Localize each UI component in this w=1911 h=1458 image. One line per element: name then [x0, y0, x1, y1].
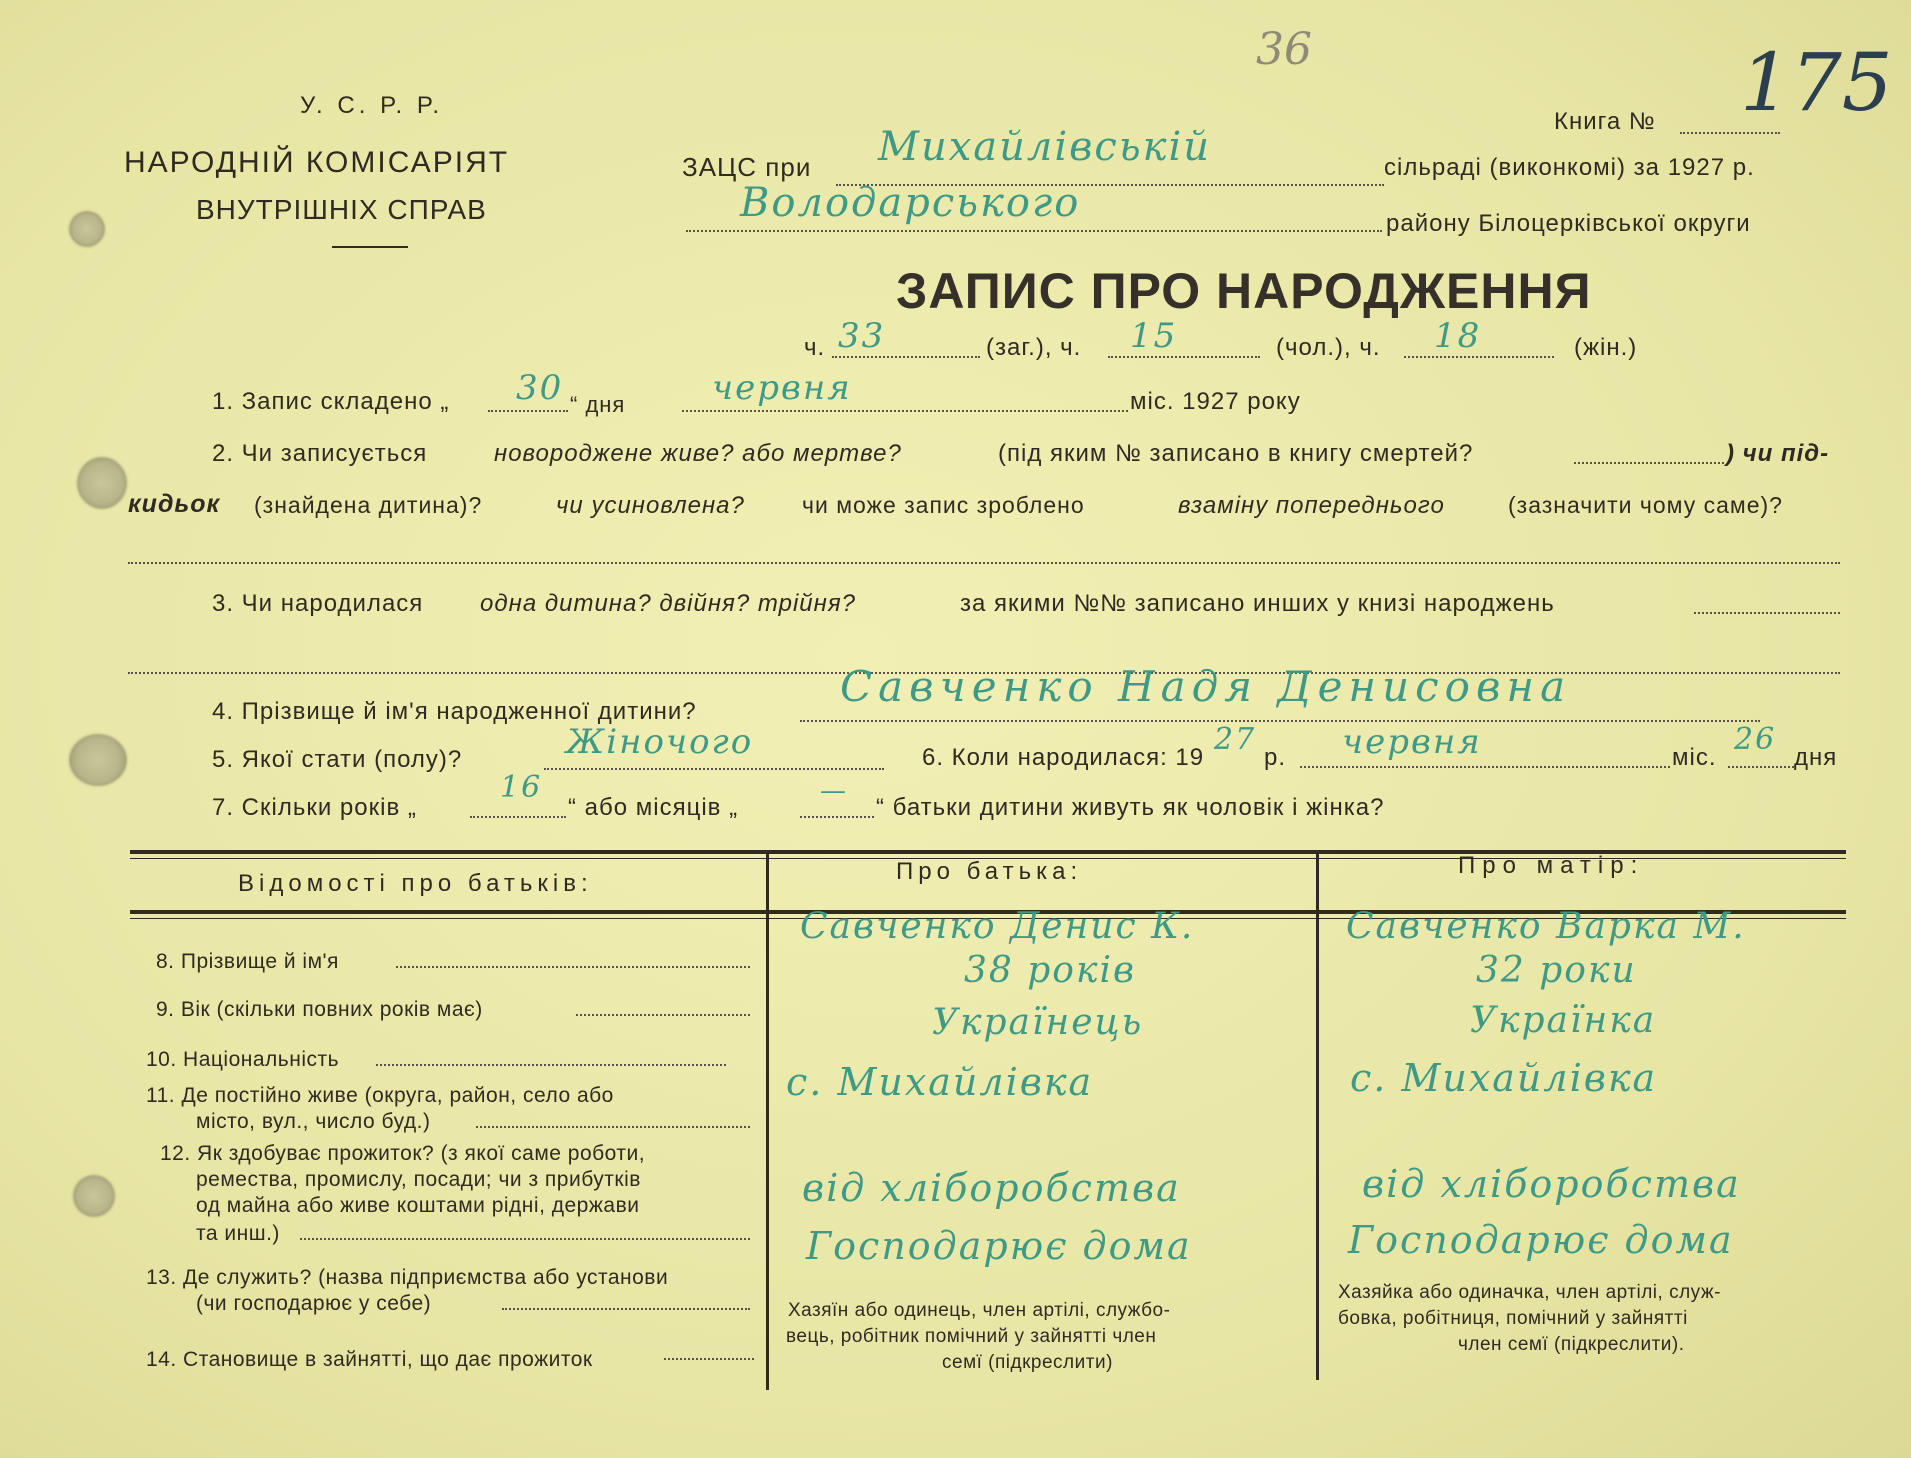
table-header-info: Відомості про батьків:	[238, 870, 593, 897]
row11-label-l1: 11. Де постійно живе (округа, район, село або	[146, 1084, 614, 1107]
q7-mid: “ або місяців „	[568, 794, 739, 821]
mother-note-l1: Хазяйка або одиначка, член артілі, служ-	[1338, 1282, 1721, 1303]
q4-child-name: Савченко Надя Денисовна	[840, 662, 1572, 711]
q1-day: 30	[516, 368, 564, 408]
row13-father: Господарює дома	[806, 1224, 1192, 1268]
zags-prefix: ЗАЦС при	[682, 152, 812, 182]
q3-suffix: за якими №№ записано инших у книзі народжень	[960, 590, 1555, 617]
row12-label-l2: ремества, промислу, посади; чи з прибутків	[196, 1168, 641, 1191]
row12-label-l3: од майна або живе коштами рідні, держави	[196, 1194, 640, 1217]
row13-label-l1: 13. Де служить? (назва підприємства або установи	[146, 1266, 669, 1289]
row8-label: 8. Прізвище й ім'я	[156, 950, 339, 973]
q2b-italic2: чи усиновлена?	[556, 492, 745, 519]
q7-suffix: “ батьки дитини живуть як чоловік і жінка?	[876, 794, 1385, 821]
row12-label-l4: та инш.)	[196, 1222, 280, 1245]
row11-label-l2: місто, вул., число буд.)	[196, 1110, 431, 1133]
village-suffix: сільраді (виконкомі) за 1927 р.	[1384, 154, 1755, 181]
q6-year: 27	[1214, 722, 1257, 757]
father-note-l3: семї (підкреслити)	[942, 1352, 1113, 1373]
q7-months: —	[820, 776, 848, 806]
record-title: ЗАПИС ПРО НАРОДЖЕННЯ	[896, 263, 1592, 319]
row9-mother: 32 роки	[1476, 950, 1637, 991]
punch-hole	[70, 735, 126, 785]
row12-mother: від хліборобства	[1362, 1162, 1741, 1206]
ministry-line1: НАРОДНІЙ КОМІСАРІЯТ	[124, 146, 510, 179]
q3-italic: одна дитина? двійня? трійня?	[480, 590, 856, 617]
row10-mother: Українка	[1470, 1000, 1657, 1041]
q6-mis: міс.	[1672, 744, 1717, 771]
punch-hole	[74, 1176, 114, 1216]
row8-mother: Савченко Варка М.	[1346, 906, 1746, 947]
q2b-c: (зазначити чому саме)?	[1508, 492, 1783, 518]
q6-month: червня	[1342, 722, 1482, 762]
row13-mother: Господарює дома	[1348, 1218, 1734, 1262]
q1-mid: “ дня	[570, 392, 626, 417]
punch-hole	[78, 458, 126, 508]
q2b-italic3: взаміну попереднього	[1178, 492, 1445, 519]
district-handwritten: Володарського	[740, 180, 1081, 226]
q4-label: 4. Прізвище й ім'я народженної дитини?	[212, 698, 697, 725]
q7-prefix: 7. Скільки років „	[212, 794, 417, 821]
ch2-value: 15	[1130, 316, 1178, 356]
mother-note-l3: член семї (підкреслити).	[1458, 1334, 1685, 1355]
table-header-father: Про батька:	[896, 858, 1083, 885]
q2-italic1: новороджене живе? або мертве?	[494, 440, 902, 467]
column-divider-2	[1316, 850, 1319, 1380]
q2b-b: чи може запис зроблено	[802, 492, 1085, 518]
q2b-a: (знайдена дитина)?	[254, 492, 483, 518]
q5-label: 5. Якої стати (полу)?	[212, 746, 463, 773]
row9-father: 38 років	[964, 950, 1136, 991]
q1-suffix: міс. 1927 року	[1130, 388, 1301, 415]
column-divider-1	[766, 850, 769, 1390]
q1-month: червня	[712, 368, 852, 408]
ch1-label: ч.	[804, 334, 826, 361]
village-handwritten: Михайлівській	[878, 124, 1212, 170]
q2b-italic1: кидьок	[128, 490, 221, 518]
q6-dnya: дня	[1794, 744, 1838, 771]
ch1-value: 33	[838, 316, 886, 356]
q1-prefix: 1. Запис складено „	[212, 388, 450, 415]
q7-years: 16	[500, 770, 543, 805]
row11-father: с. Михайлівка	[786, 1060, 1094, 1104]
q2-prefix: 2. Чи записується	[212, 440, 428, 467]
q5-sex: Жіночого	[566, 722, 754, 762]
punch-hole	[70, 212, 104, 246]
father-note-l1: Хазяїн або одинець, член артілі, службо-	[788, 1300, 1171, 1321]
row8-father: Савченко Денис К.	[800, 906, 1195, 947]
ministry-rule	[332, 246, 408, 248]
ch1-suffix: (заг.), ч.	[986, 334, 1082, 361]
ch3-suffix: (жін.)	[1574, 334, 1638, 361]
father-note-l2: вець, робітник помічний у зайнятті член	[786, 1326, 1157, 1347]
row10-father: Українець	[932, 1002, 1144, 1043]
q2-end: ) чи під-	[1726, 440, 1830, 467]
row12-father: від хліборобства	[802, 1166, 1181, 1210]
row14-label: 14. Становище в зайнятті, що дає прожиток	[146, 1348, 593, 1371]
pencil-page-number: 36	[1256, 24, 1312, 75]
q6-label: 6. Коли народилася: 19	[922, 744, 1205, 771]
table-header-mother: Про матір:	[1458, 852, 1645, 879]
book-label: Книга №	[1554, 108, 1656, 135]
ussr-label: У. С. Р. Р.	[300, 92, 444, 119]
ministry-line2: ВНУТРІШНІХ СПРАВ	[196, 194, 487, 225]
ch2-suffix: (чол.), ч.	[1276, 334, 1381, 361]
q2-mid: (під яким № записано в книгу смертей?	[998, 440, 1474, 467]
row11-mother: с. Михайлівка	[1350, 1056, 1658, 1100]
district-suffix: району Білоцерківської округи	[1386, 210, 1751, 237]
row9-label: 9. Вік (скільки повних років має)	[156, 998, 483, 1021]
ch3-value: 18	[1434, 316, 1482, 356]
row12-label-l1: 12. Як здобуває прожиток? (з якої саме роботи,	[160, 1142, 646, 1165]
row10-label: 10. Національність	[146, 1048, 340, 1071]
q3-prefix: 3. Чи народилася	[212, 590, 424, 617]
book-number: 175	[1740, 36, 1893, 129]
mother-note-l2: бовка, робітниця, помічний у зайнятті	[1338, 1308, 1688, 1329]
row13-label-l2: (чи господарює у себе)	[196, 1292, 432, 1315]
q6-day: 26	[1734, 722, 1777, 757]
q6-r: р.	[1264, 744, 1287, 771]
